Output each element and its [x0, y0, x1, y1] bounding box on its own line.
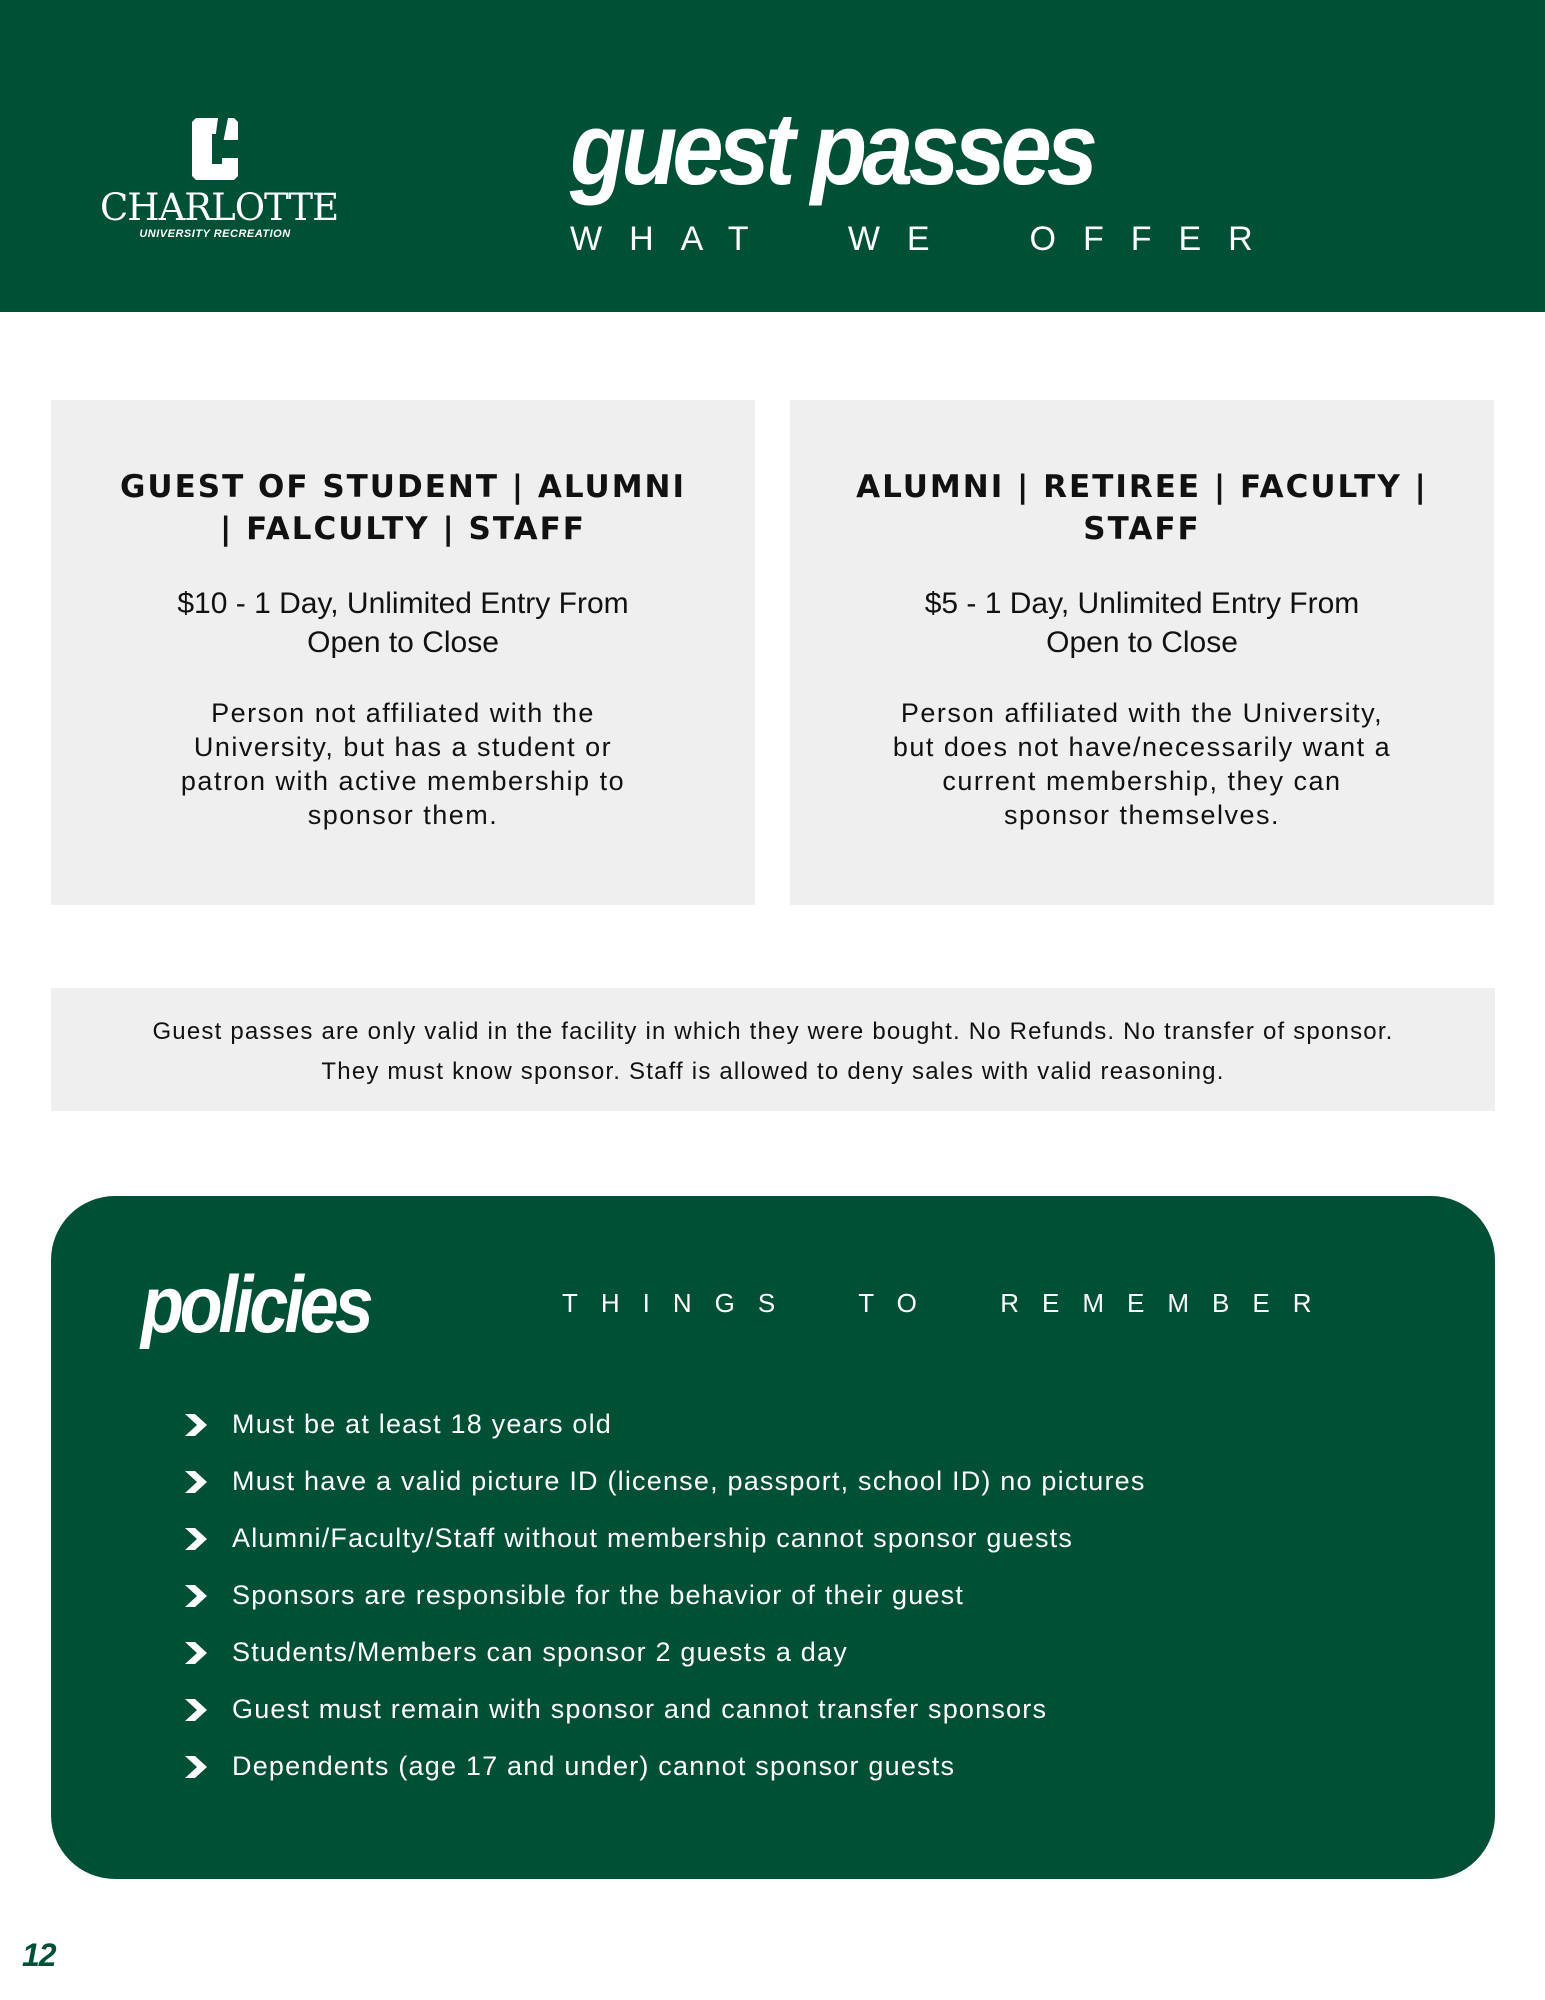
card-title: ALUMNI | RETIREE | FACULTY | STAFF: [856, 469, 1428, 547]
chevron-right-icon: [183, 1412, 209, 1438]
pass-card-guest: [51, 400, 755, 905]
chevron-right-icon: [183, 1697, 209, 1723]
notice-line: They must know sponsor. Staff is allowed to deny sales with valid reasoning.: [321, 1058, 1225, 1085]
chevron-right-icon: [183, 1640, 209, 1666]
notice-line: Guest passes are only valid in the facility in which they were bought. No Refunds. No transfer of sponsor.: [152, 1018, 1394, 1045]
header-banner: [0, 0, 1545, 312]
policies-panel: [51, 1196, 1495, 1879]
list-item-text: Guest must remain with sponsor and cannot transfer sponsors: [232, 1694, 1048, 1724]
chevron-right-icon: [183, 1469, 209, 1495]
chevron-right-icon: [183, 1754, 209, 1780]
list-item: [131, 1575, 1146, 1632]
list-item-text: Sponsors are responsible for the behavior of their guest: [232, 1580, 965, 1610]
list-item: [131, 1404, 1146, 1461]
list-item: [131, 1632, 1146, 1689]
policies-list: [131, 1404, 1146, 1803]
card-title: GUEST OF STUDENT | ALUMNI | FALCULTY | STAFF: [119, 469, 687, 547]
charlotte-c-logo-icon: [188, 118, 242, 180]
list-item: [131, 1746, 1146, 1803]
page-subtitle: WHAT WE OFFER: [570, 220, 1280, 258]
charlotte-logo: [100, 118, 339, 248]
list-item-text: Alumni/Faculty/Staff without membership cannot sponsor guests: [232, 1523, 1074, 1553]
list-item-text: Dependents (age 17 and under) cannot sponsor guests: [232, 1751, 956, 1781]
card-description: Person not affiliated with the University, but has a student or patron with active membership to sponsor them.: [180, 698, 626, 830]
card-description: Person affiliated with the University, but does not have/necessarily want a current membership, they can sponsor themselves.: [892, 698, 1392, 830]
list-item-text: Must be at least 18 years old: [232, 1409, 612, 1439]
policies-subtitle: THINGS TO REMEMBER: [562, 1288, 1335, 1318]
chevron-right-icon: [183, 1583, 209, 1609]
card-price: $10 - 1 Day, Unlimited Entry From Open to Close: [177, 587, 629, 659]
chevron-right-icon: [183, 1526, 209, 1552]
list-item-text: Students/Members can sponsor 2 guests a day: [232, 1637, 848, 1667]
pass-card-affiliated: [790, 400, 1494, 905]
list-item: [131, 1461, 1146, 1518]
logo-subline: UNIVERSITY RECREATION: [139, 228, 291, 240]
page-number: 12: [22, 1937, 56, 1973]
card-price: $5 - 1 Day, Unlimited Entry From Open to Close: [924, 587, 1360, 659]
list-item: [131, 1518, 1146, 1575]
logo-wordmark: CHARLOTTE: [100, 186, 339, 229]
list-item: [131, 1689, 1146, 1746]
page-title: guest passes: [570, 92, 1093, 207]
list-item-text: Must have a valid picture ID (license, passport, school ID) no pictures: [232, 1466, 1146, 1496]
notice-box: [51, 988, 1495, 1111]
policies-title: policies: [141, 1259, 370, 1350]
